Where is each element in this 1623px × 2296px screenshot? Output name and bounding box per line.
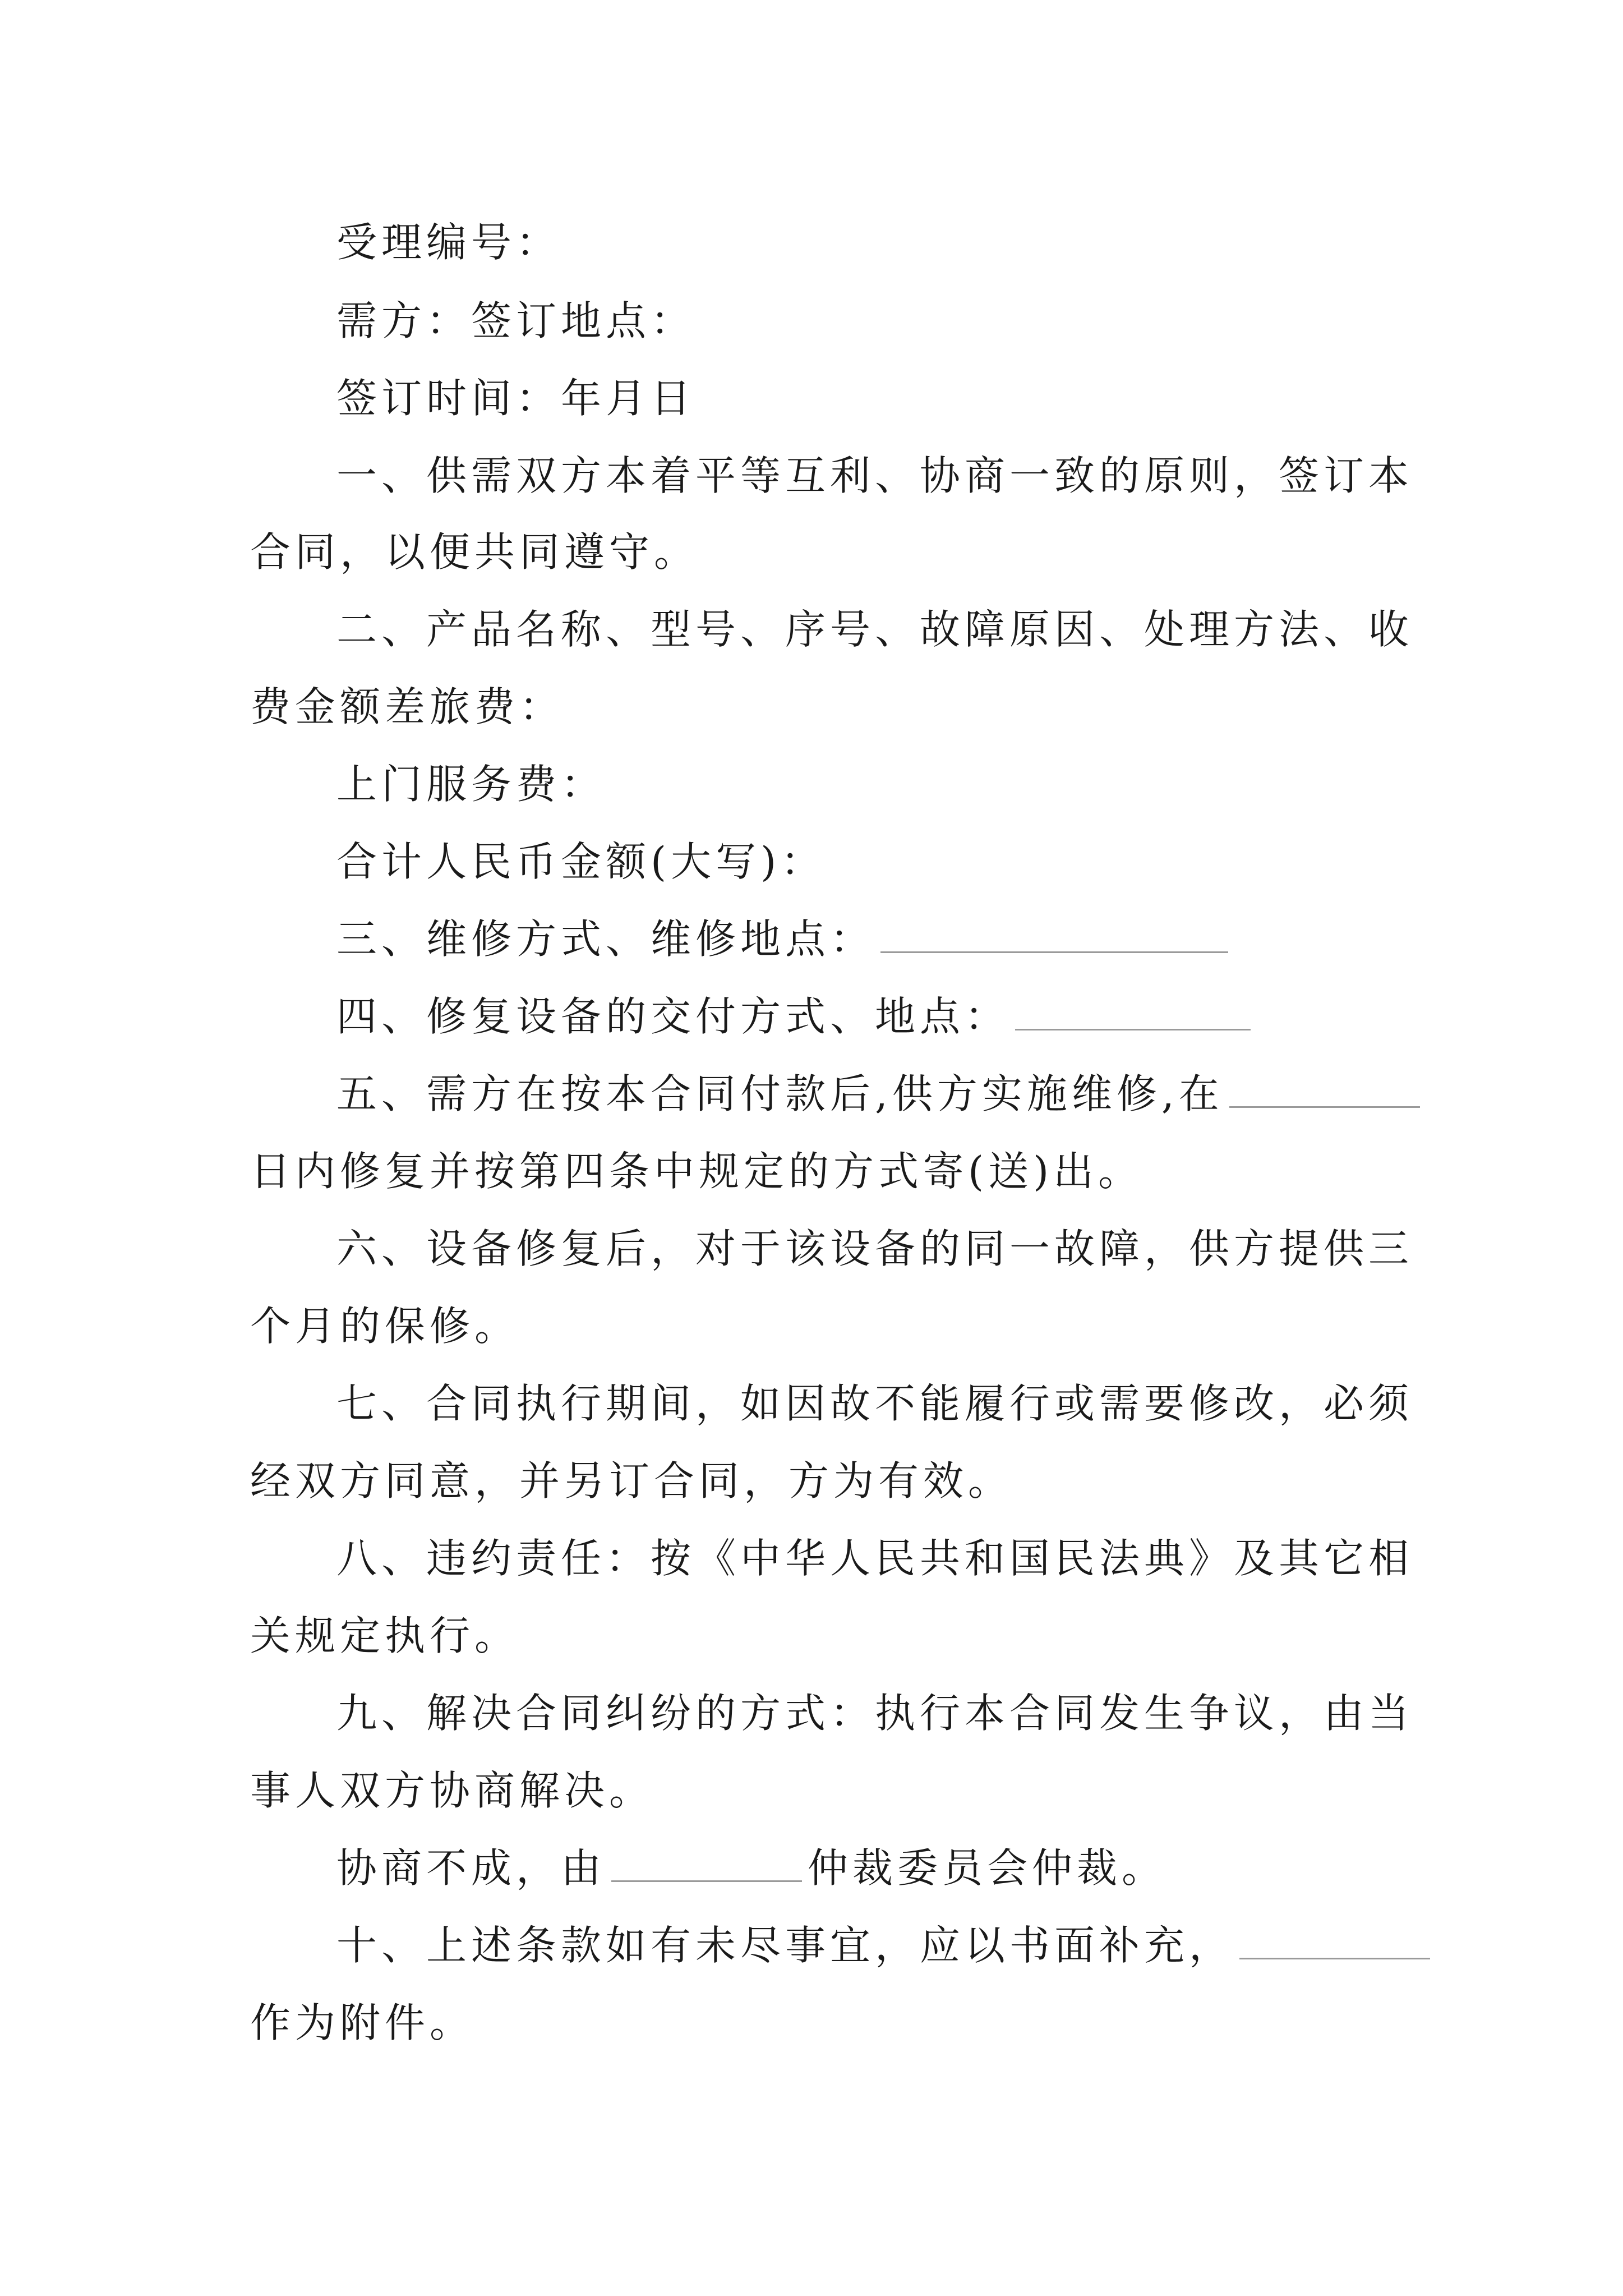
onsite-fee-label: 上门服务费：	[336, 761, 606, 808]
text-line	[0, 600, 1623, 659]
repair-place-blank[interactable]	[880, 918, 1228, 953]
clause-9-line-1: 九、解决合同纠纷的方式：执行本合同发生争议，由当	[336, 1690, 1414, 1737]
arbitration-prefix: 协商不成，由	[336, 1844, 606, 1892]
clause-8-line-1: 八、违约责任：按《中华人民共和国民法典》及其它相	[336, 1535, 1414, 1582]
text-line	[0, 523, 1623, 581]
text-line	[0, 1297, 1623, 1355]
text-line	[0, 1065, 1623, 1123]
text-line	[0, 987, 1623, 1046]
text-line	[0, 832, 1623, 891]
clause-4: 四、修复设备的交付方式、地点：	[336, 993, 1010, 1040]
clause-2-line-1: 二、产品名称、型号、序号、故障原因、处理方法、收	[336, 606, 1414, 653]
clause-1-line-1: 一、供需双方本着平等互利、协商一致的原则，签订本	[336, 452, 1414, 499]
text-line	[0, 1994, 1623, 2052]
clause-6-line-2: 个月的保修。	[250, 1303, 520, 1350]
acceptance-number-label: 受理编号：	[336, 219, 561, 266]
total-amount-label: 合计人民币金额(大写)：	[336, 838, 826, 885]
clause-5-line-1: 五、需方在按本合同付款后,供方实施维修,在	[336, 1070, 1224, 1117]
clause-8-line-2: 关规定执行。	[250, 1612, 520, 1659]
text-line	[0, 1529, 1623, 1588]
arbitration-suffix: 仲裁委员会仲裁。	[808, 1844, 1167, 1892]
text-line	[0, 1761, 1623, 1820]
text-line	[0, 447, 1623, 505]
text-line	[0, 1220, 1623, 1278]
text-line	[0, 1142, 1623, 1200]
clause-2-line-2: 费金额差旅费：	[250, 683, 565, 730]
clause-1-line-2: 合同，以便共同遵守。	[250, 528, 699, 576]
repair-days-blank[interactable]	[1229, 1073, 1420, 1108]
text-line	[0, 1839, 1623, 1897]
text-line	[0, 369, 1623, 427]
clause-7-line-1: 七、合同执行期间，如因故不能履行或需要修改，必须	[336, 1380, 1414, 1427]
clause-10-line-1: 十、上述条款如有未尽事宜，应以书面补充，	[336, 1922, 1234, 1969]
signing-time-label: 签订时间：年月日	[336, 375, 696, 422]
text-line	[0, 1607, 1623, 1665]
delivery-place-blank[interactable]	[1015, 995, 1251, 1030]
clause-9-line-2: 事人双方协商解决。	[250, 1767, 654, 1814]
clause-5-line-2: 日内修复并按第四条中规定的方式寄(送)出。	[250, 1148, 1144, 1195]
clause-6-line-1: 六、设备修复后，对于该设备的同一故障，供方提供三	[336, 1225, 1414, 1272]
buyer-signing-place-label: 需方：签订地点：	[336, 297, 696, 344]
supplement-blank[interactable]	[1239, 1924, 1430, 1959]
text-line	[0, 678, 1623, 736]
text-line	[0, 213, 1623, 272]
text-line	[0, 1916, 1623, 1975]
text-line	[0, 1684, 1623, 1742]
text-line	[0, 755, 1623, 813]
text-line	[0, 1374, 1623, 1433]
text-line	[0, 292, 1623, 350]
arbitration-committee-blank[interactable]	[611, 1847, 802, 1882]
text-line	[0, 910, 1623, 968]
text-line	[0, 1452, 1623, 1510]
clause-7-line-2: 经双方同意，并另订合同，方为有效。	[250, 1457, 1013, 1504]
clause-10-line-2: 作为附件。	[250, 1999, 475, 2046]
clause-3: 三、维修方式、维修地点：	[336, 915, 875, 963]
